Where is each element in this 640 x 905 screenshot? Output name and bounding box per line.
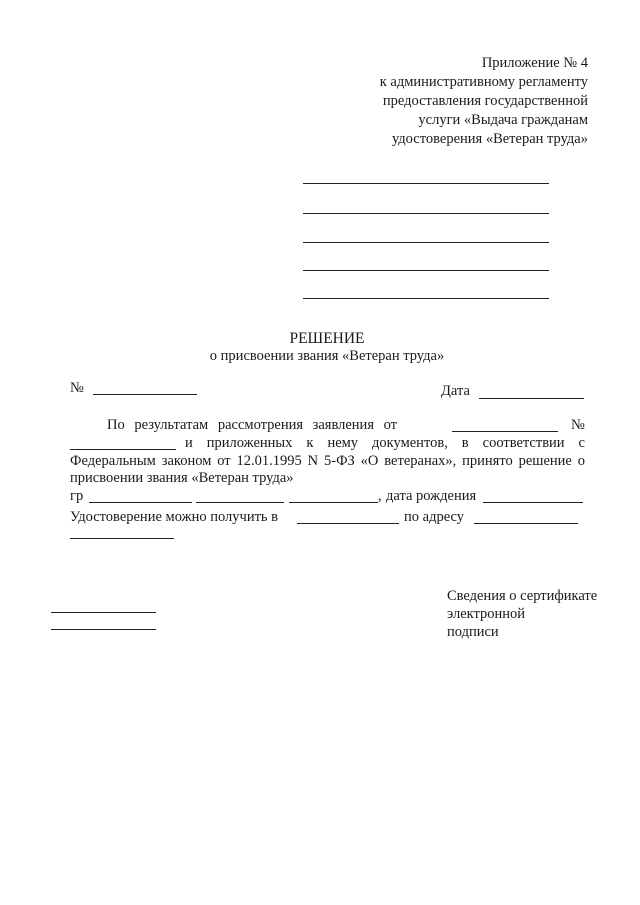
signature-info bbox=[447, 587, 597, 641]
body-text-line2: и приложенных к нему документов, в соответствии с bbox=[185, 435, 585, 451]
body-text-line3: Федеральным законом от 12.01.1995 N 5-ФЗ «О ветеранах», принято решение о bbox=[70, 453, 585, 469]
certificate-label: Удостоверение можно получить в bbox=[70, 509, 279, 525]
address-field-continued[interactable] bbox=[70, 538, 174, 539]
document-title: РЕШЕНИЕ bbox=[289, 330, 365, 347]
comma: , bbox=[378, 488, 382, 504]
addressee-line[interactable] bbox=[303, 270, 549, 271]
appendix-line: Приложение № 4 bbox=[481, 55, 588, 71]
date-label: Дата bbox=[441, 383, 470, 399]
signature-info-line: Сведения о сертификате bbox=[447, 588, 598, 604]
application-number-field[interactable] bbox=[70, 449, 176, 450]
address-label: по адресу bbox=[404, 509, 464, 525]
dob-label: дата рождения bbox=[386, 488, 477, 504]
signature-name-line[interactable] bbox=[51, 629, 156, 630]
signature-info-line: электронной bbox=[447, 606, 526, 622]
patronymic-field[interactable] bbox=[289, 502, 378, 503]
addressee-line[interactable] bbox=[303, 298, 549, 299]
body-text-line4: присвоении звания «Ветеран труда» bbox=[70, 470, 294, 486]
application-date-field[interactable] bbox=[452, 431, 558, 432]
number-field[interactable] bbox=[93, 394, 197, 395]
signature-info-line: подписи bbox=[447, 624, 499, 640]
appendix-line: предоставления государственной bbox=[382, 93, 588, 109]
addressee-line[interactable] bbox=[303, 183, 549, 184]
document-subtitle: о присвоении звания «Ветеран труда» bbox=[209, 348, 445, 364]
dob-field[interactable] bbox=[483, 502, 583, 503]
number-label: № bbox=[70, 380, 84, 396]
appendix-line: удостоверения «Ветеран труда» bbox=[391, 131, 588, 147]
signature-position-line[interactable] bbox=[51, 612, 156, 613]
appendix-header bbox=[330, 54, 588, 149]
application-number-label: № bbox=[571, 417, 585, 433]
body-text-line1: По результатам рассмотрения заявления от bbox=[107, 417, 397, 433]
surname-field[interactable] bbox=[89, 502, 192, 503]
addressee-line[interactable] bbox=[303, 213, 549, 214]
address-field[interactable] bbox=[474, 523, 578, 524]
appendix-line: услуги «Выдача гражданам bbox=[418, 112, 588, 128]
issuing-place-field[interactable] bbox=[297, 523, 399, 524]
name-field[interactable] bbox=[196, 502, 284, 503]
citizen-label: гр bbox=[70, 488, 84, 504]
date-field[interactable] bbox=[479, 398, 584, 399]
appendix-line: к административному регламенту bbox=[379, 74, 588, 90]
addressee-line[interactable] bbox=[303, 242, 549, 243]
